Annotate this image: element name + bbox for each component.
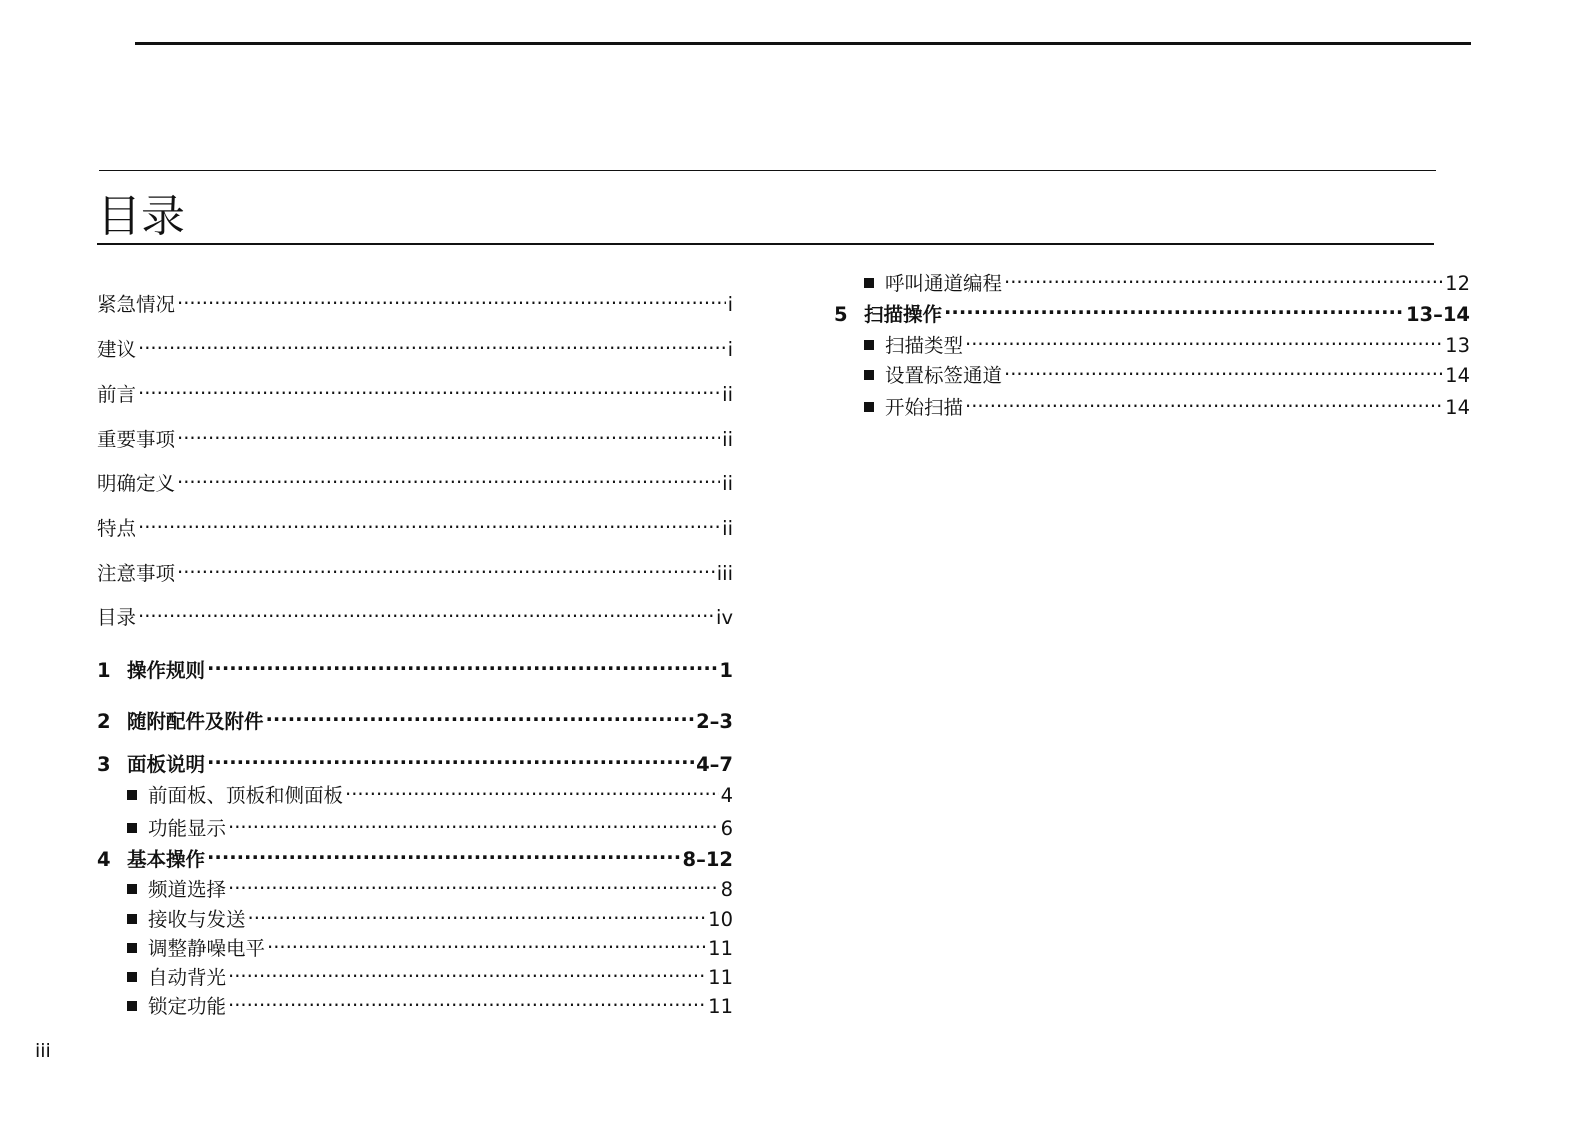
subentry-label: 呼叫通道编程 <box>885 272 1003 295</box>
toc-subentry[interactable] <box>864 356 1470 387</box>
dot-leader <box>138 330 726 356</box>
page-title: 目录 <box>97 191 185 242</box>
dot-leader <box>177 285 726 311</box>
toc-entry[interactable] <box>97 285 733 316</box>
section-number: 4 <box>97 848 111 871</box>
toc-entry-label: 紧急情况 <box>97 293 176 316</box>
subentry-label: 功能显示 <box>148 817 227 840</box>
toc-subentry[interactable] <box>127 987 733 1018</box>
toc-entry-page: ii <box>722 472 733 495</box>
dot-leader <box>138 375 720 401</box>
dot-leader <box>177 554 715 580</box>
square-bullet-icon <box>127 914 137 924</box>
dot-leader <box>207 745 694 771</box>
toc-entry-label: 重要事项 <box>97 428 176 451</box>
subentry-label: 接收与发送 <box>148 908 246 931</box>
toc-subentry[interactable] <box>127 958 733 989</box>
toc-entry[interactable] <box>97 375 733 406</box>
section-label: 操作规则 <box>127 659 206 682</box>
subentry-page: 11 <box>708 995 733 1018</box>
dot-leader <box>138 598 714 624</box>
square-bullet-icon <box>127 943 137 953</box>
square-bullet-icon <box>864 340 874 350</box>
toc-subentry[interactable] <box>127 900 733 931</box>
subentry-page: 4 <box>720 784 733 807</box>
section-page: 13–14 <box>1405 303 1470 326</box>
section-label: 随附配件及附件 <box>127 710 264 733</box>
section-number: 5 <box>834 303 848 326</box>
square-bullet-icon <box>127 823 137 833</box>
toc-subentry[interactable] <box>127 870 733 901</box>
dot-leader <box>944 295 1404 321</box>
title-top-rule <box>99 170 1436 171</box>
dot-leader <box>207 651 717 677</box>
square-bullet-icon <box>127 1001 137 1011</box>
toc-subentry[interactable] <box>864 326 1470 357</box>
toc-entry-page: ii <box>722 428 733 451</box>
subentry-page: 14 <box>1445 364 1470 387</box>
subentry-page: 11 <box>708 937 733 960</box>
subentry-page: 11 <box>708 966 733 989</box>
toc-entry-page: i <box>727 338 733 361</box>
toc-section[interactable] <box>97 651 733 682</box>
dot-leader <box>228 987 706 1013</box>
dot-leader <box>965 326 1443 352</box>
toc-entry-label: 明确定义 <box>97 472 176 495</box>
toc-entry[interactable] <box>97 464 733 495</box>
subentry-label: 扫描类型 <box>885 334 964 357</box>
toc-section[interactable] <box>97 840 733 871</box>
toc-entry[interactable] <box>97 554 733 585</box>
subentry-label: 设置标签通道 <box>885 364 1003 387</box>
toc-entry-label: 目录 <box>97 606 137 629</box>
dot-leader <box>345 776 719 802</box>
section-page: 4–7 <box>696 753 733 776</box>
toc-entry-label: 建议 <box>97 338 137 361</box>
section-number: 2 <box>97 710 111 733</box>
subentry-label: 频道选择 <box>148 878 227 901</box>
toc-section[interactable] <box>97 702 733 733</box>
toc-entry-label: 特点 <box>97 517 137 540</box>
toc-entry-page: iv <box>716 606 733 629</box>
toc-entry[interactable] <box>97 330 733 361</box>
square-bullet-icon <box>864 370 874 380</box>
dot-leader <box>228 870 719 896</box>
dot-leader <box>228 958 706 984</box>
dot-leader <box>965 388 1443 414</box>
subentry-page: 12 <box>1445 272 1470 295</box>
toc-subentry[interactable] <box>864 264 1470 295</box>
toc-entry[interactable] <box>97 509 733 540</box>
toc-subentry[interactable] <box>127 809 733 840</box>
toc-entry-page: ii <box>722 383 733 406</box>
dot-leader <box>266 702 695 728</box>
subentry-label: 前面板、顶板和侧面板 <box>148 784 344 807</box>
section-number: 3 <box>97 753 111 776</box>
toc-subentry[interactable] <box>127 929 733 960</box>
subentry-label: 自动背光 <box>148 966 227 989</box>
subentry-page: 14 <box>1445 396 1470 419</box>
square-bullet-icon <box>127 884 137 894</box>
title-bottom-rule <box>97 243 1434 245</box>
dot-leader <box>1004 356 1443 382</box>
subentry-page: 13 <box>1445 334 1470 357</box>
toc-subentry[interactable] <box>127 776 733 807</box>
subentry-label: 开始扫描 <box>885 396 964 419</box>
square-bullet-icon <box>127 972 137 982</box>
dot-leader <box>177 464 720 490</box>
toc-section[interactable] <box>834 295 1470 326</box>
subentry-label: 锁定功能 <box>148 995 227 1018</box>
dot-leader <box>248 900 707 926</box>
page-number: iii <box>35 1040 51 1062</box>
subentry-label: 调整静噪电平 <box>148 937 266 960</box>
section-page: 1 <box>719 659 733 682</box>
dot-leader <box>207 840 681 866</box>
subentry-page: 10 <box>708 908 733 931</box>
toc-entry-page: iii <box>716 562 733 585</box>
dot-leader <box>228 809 719 835</box>
square-bullet-icon <box>864 402 874 412</box>
section-label: 扫描操作 <box>864 303 943 326</box>
dot-leader <box>267 929 706 955</box>
toc-entry-label: 前言 <box>97 383 137 406</box>
dot-leader <box>138 509 720 535</box>
toc-entry-label: 注意事项 <box>97 562 176 585</box>
subentry-page: 6 <box>720 817 733 840</box>
dot-leader <box>177 420 720 446</box>
toc-entry[interactable] <box>97 420 733 451</box>
section-label: 基本操作 <box>127 848 206 871</box>
section-page: 2–3 <box>696 710 733 733</box>
toc-entry[interactable] <box>97 598 733 629</box>
dot-leader <box>1004 264 1443 290</box>
square-bullet-icon <box>127 790 137 800</box>
toc-subentry[interactable] <box>864 388 1470 419</box>
section-page: 8–12 <box>682 848 733 871</box>
section-label: 面板说明 <box>127 753 206 776</box>
square-bullet-icon <box>864 278 874 288</box>
section-number: 1 <box>97 659 111 682</box>
header-rule <box>135 42 1471 45</box>
toc-section[interactable] <box>97 745 733 776</box>
subentry-page: 8 <box>720 878 733 901</box>
toc-entry-page: i <box>727 293 733 316</box>
toc-entry-page: ii <box>722 517 733 540</box>
